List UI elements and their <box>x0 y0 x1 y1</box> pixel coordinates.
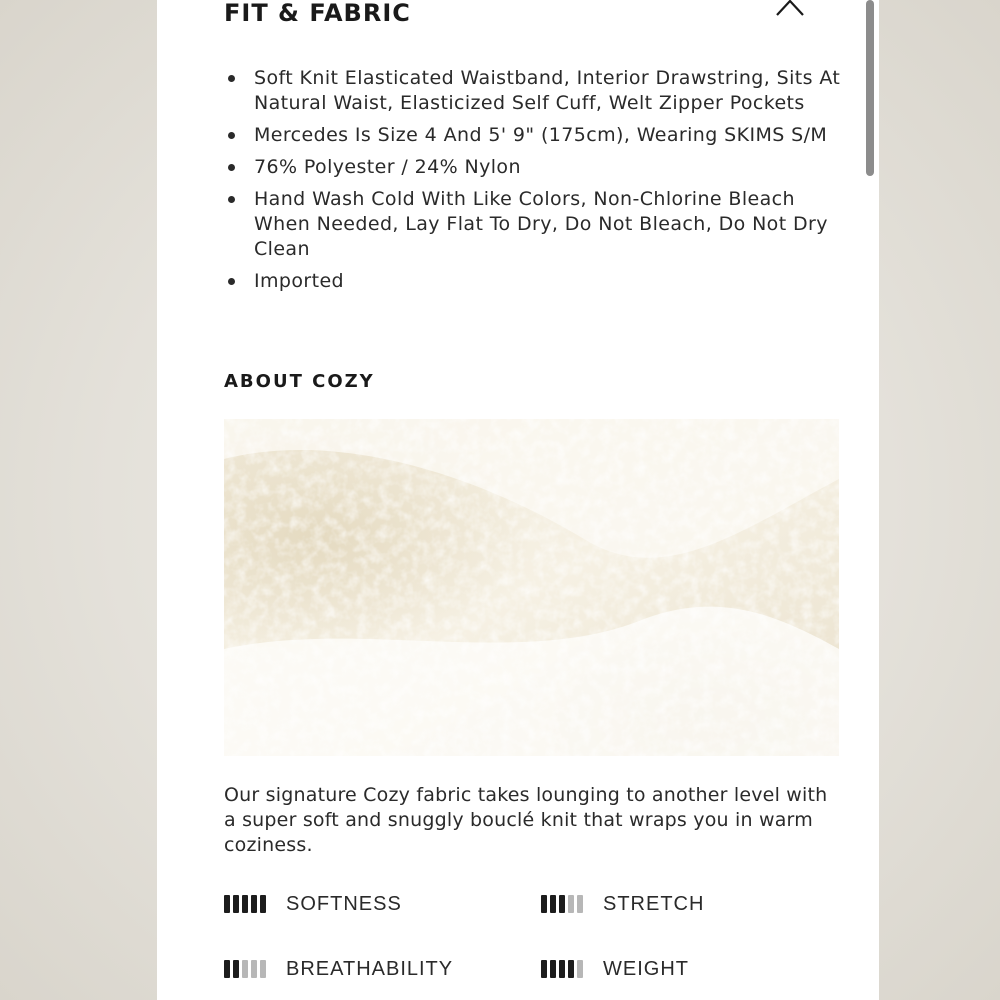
rating-bar-empty <box>251 960 257 978</box>
bullet-icon <box>228 132 235 139</box>
chevron-up-icon[interactable] <box>775 0 805 18</box>
list-item-text: 76% Polyester / 24% Nylon <box>254 156 521 178</box>
attribute-label: BREATHABILITY <box>286 957 454 980</box>
rating-bar-filled <box>260 895 266 913</box>
attribute-stretch <box>541 893 704 915</box>
rating-bar-filled <box>568 960 574 978</box>
about-cozy-heading: ABOUT COZY <box>224 371 375 392</box>
attribute-weight <box>541 958 689 980</box>
rating-bar-empty <box>260 960 266 978</box>
bullet-icon <box>228 75 235 82</box>
rating-bar-empty <box>242 960 248 978</box>
bullet-icon <box>228 196 235 203</box>
rating-bar-filled <box>559 960 565 978</box>
list-item <box>224 123 844 148</box>
rating-meter <box>541 895 583 913</box>
rating-bar-filled <box>233 960 239 978</box>
attribute-breathability <box>224 958 453 980</box>
rating-meter <box>224 960 266 978</box>
bullet-icon <box>228 164 235 171</box>
rating-bar-empty <box>577 960 583 978</box>
about-cozy-description: Our signature Cozy fabric takes lounging to another level with a super soft and snuggly bouclé knit that wraps you in warm coziness. <box>224 784 828 856</box>
rating-bar-filled <box>224 960 230 978</box>
rating-bar-filled <box>559 895 565 913</box>
fit-fabric-list <box>224 66 844 301</box>
attribute-label: SOFTNESS <box>286 892 402 915</box>
rating-bar-filled <box>541 895 547 913</box>
bullet-icon <box>228 278 235 285</box>
rating-bar-empty <box>577 895 583 913</box>
rating-bar-filled <box>541 960 547 978</box>
rating-bar-empty <box>568 895 574 913</box>
fit-fabric-title: FIT & FABRIC <box>224 0 411 27</box>
list-item <box>224 155 844 180</box>
rating-meter <box>224 895 266 913</box>
rating-bar-filled <box>550 960 556 978</box>
rating-bar-filled <box>224 895 230 913</box>
rating-bar-filled <box>233 895 239 913</box>
scrollbar-thumb[interactable] <box>866 0 874 176</box>
fabric-texture-image <box>224 419 839 756</box>
rating-bar-filled <box>242 895 248 913</box>
attribute-label: STRETCH <box>603 892 705 915</box>
list-item-text: Soft Knit Elasticated Waistband, Interior Drawstring, Sits At Natural Waist, Elasticized Self Cuff, Welt Zipper Pockets <box>254 67 841 114</box>
list-item-text: Hand Wash Cold With Like Colors, Non-Chlorine Bleach When Needed, Lay Flat To Dry, Do Not Bleach, Do Not Dry Clean <box>254 188 828 260</box>
list-item <box>224 269 844 294</box>
attribute-softness <box>224 893 402 915</box>
list-item-text: Mercedes Is Size 4 And 5' 9" (175cm), Wearing SKIMS S/M <box>254 124 828 146</box>
rating-meter <box>541 960 583 978</box>
rating-bar-filled <box>550 895 556 913</box>
fit-fabric-accordion-header[interactable] <box>224 0 824 32</box>
list-item <box>224 187 844 262</box>
list-item <box>224 66 844 116</box>
attribute-label: WEIGHT <box>603 957 689 980</box>
rating-bar-filled <box>251 895 257 913</box>
list-item-text: Imported <box>254 270 345 292</box>
